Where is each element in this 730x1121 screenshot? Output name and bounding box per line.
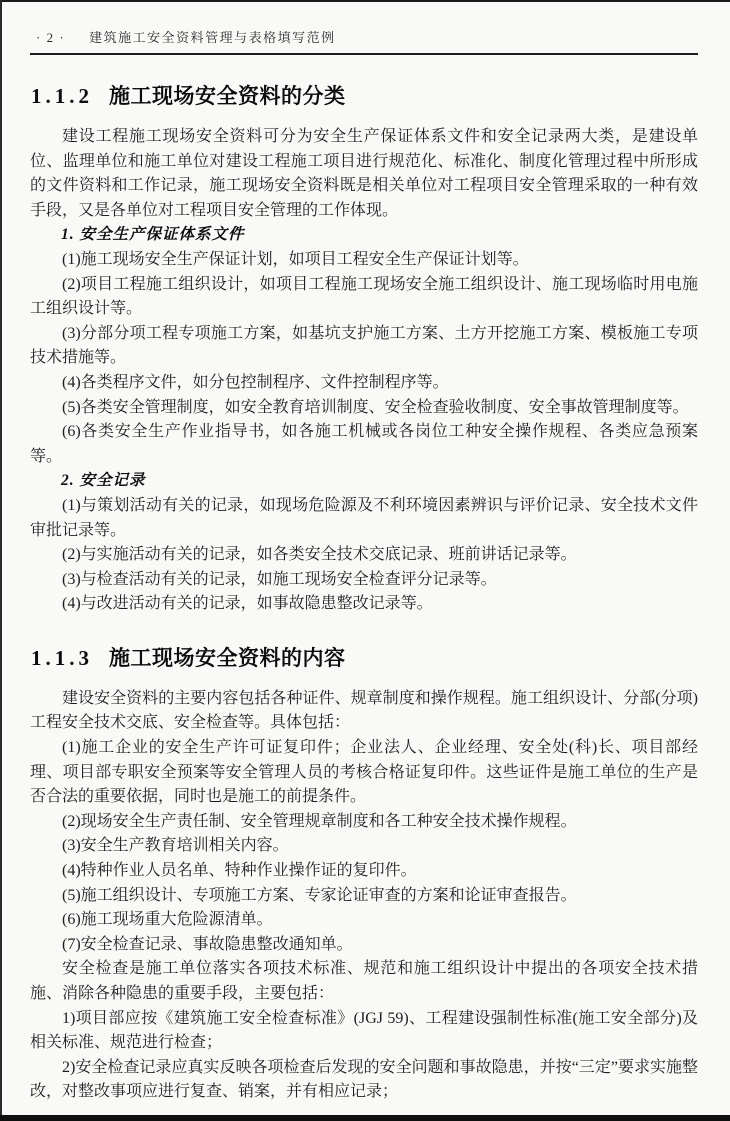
page-content [30, 0, 698, 1105]
paragraph: 建设工程施工现场安全资料可分为安全生产保证体系文件和安全记录两大类，是建设单位、监理单位和施工单位对建设工程施工项目进行规范化、标准化、制度化管理过程中所形成的文件资料和工作记录，施工现场安全资料既是相关单位对工程项目安全管理采取的一种有效手段，又是各单位对工程项目安全管理的工作体现。 [30, 128, 698, 219]
paragraph: (3)分部分项工程专项施工方案，如基坑支护施工方案、土方开挖施工方案、模板施工专项技术措施等。 [30, 324, 698, 367]
paragraph: 建设安全资料的主要内容包括各种证件、规章制度和操作规程。施工组织设计、分部(分项)工程安全技术交底、安全检查等。具体包括： [30, 689, 698, 732]
paragraph: (5)施工组织设计、专项施工方案、专家论证审查的方案和论证审查报告。 [62, 886, 577, 904]
section-1.1.3 [30, 642, 698, 1105]
paragraph: (6)施工现场重大危险源清单。 [62, 911, 273, 929]
paragraph: (3)安全生产教育培训相关内容。 [62, 837, 289, 855]
book-title: 建筑施工安全资料管理与表格填写范例 [89, 30, 336, 45]
sub-heading: 1. 安全生产保证体系文件 [61, 226, 245, 244]
sections-container [30, 80, 698, 1105]
section-number: 1.1.3 [31, 645, 93, 670]
section-heading [31, 80, 698, 110]
paragraph: (4)与改进活动有关的记录，如事故隐患整改记录等。 [62, 595, 433, 613]
page-number: · 2 · [36, 30, 66, 45]
paragraph: 安全检查是施工单位落实各项技术标准、规范和施工组织设计中提出的各项安全技术措施、消除各种隐患的重要手段，主要包括： [30, 960, 698, 1002]
sub-heading: 2. 安全记录 [61, 472, 146, 490]
paragraph: (7)安全检查记录、事故隐患整改通知单。 [62, 935, 353, 953]
paragraph: (6)各类安全生产作业指导书，如各施工机械或各岗位工种安全操作规程、各类应急预案等。 [30, 423, 698, 465]
section-title: 施工现场安全资料的分类 [109, 85, 346, 108]
paragraph: (5)各类安全管理制度，如安全教育培训制度、安全检查验收制度、安全事故管理制度等。 [62, 398, 689, 416]
paragraph: (4)特种作业人员名单、特种作业操作证的复印件。 [62, 862, 417, 880]
section-1.1.2 [30, 80, 698, 617]
paragraph: (1)与策划活动有关的记录，如现场危险源及不利环境因素辨识与评价记录、安全技术文件审批记录等。 [30, 496, 698, 539]
scan-edge-bottom [0, 1115, 730, 1121]
paragraph: (1)施工现场安全生产保证计划，如项目工程安全生产保证计划等。 [62, 250, 529, 268]
paragraph: (2)与实施活动有关的记录，如各类安全技术交底记录、班前讲话记录等。 [62, 546, 577, 564]
paragraph: 2)安全检查记录应真实反映各项检查后发现的安全问题和事故隐患，并按“三定”要求实施整改，对整改事项应进行复查、销案，并有相应记录； [30, 1058, 698, 1101]
section-number: 1.1.2 [31, 84, 93, 108]
paragraph: (2)现场安全生产责任制、安全管理规章制度和各工种安全技术操作规程。 [62, 812, 577, 830]
header-rule [30, 53, 698, 55]
paragraph: (1)施工企业的安全生产许可证复印件；企业法人、企业经理、安全处(科)长、项目部经理、项目部专职安全预案等安全管理人员的考核合格证复印件。这些证件是施工单位的生产是否合法的重要依据，同时也是施工的前提条件。 [30, 739, 698, 806]
scan-edge-left [0, 0, 2, 1121]
paragraph: (3)与检查活动有关的记录，如施工现场安全检查评分记录等。 [62, 570, 497, 588]
paragraph: 1)项目部应按《建筑施工安全检查标准》(JGJ 59)、工程建设强制性标准(施工安全部分)及相关标准、规范进行检查； [30, 1009, 698, 1052]
section-title: 施工现场安全资料的内容 [109, 646, 346, 670]
paragraph: (2)项目工程施工组织设计，如项目工程施工现场安全施工组织设计、施工现场临时用电施工组织设计等。 [30, 275, 698, 318]
running-header [30, 27, 698, 46]
paragraph: (4)各类程序文件，如分包控制程序、文件控制程序等。 [62, 373, 449, 391]
section-heading [31, 642, 698, 672]
